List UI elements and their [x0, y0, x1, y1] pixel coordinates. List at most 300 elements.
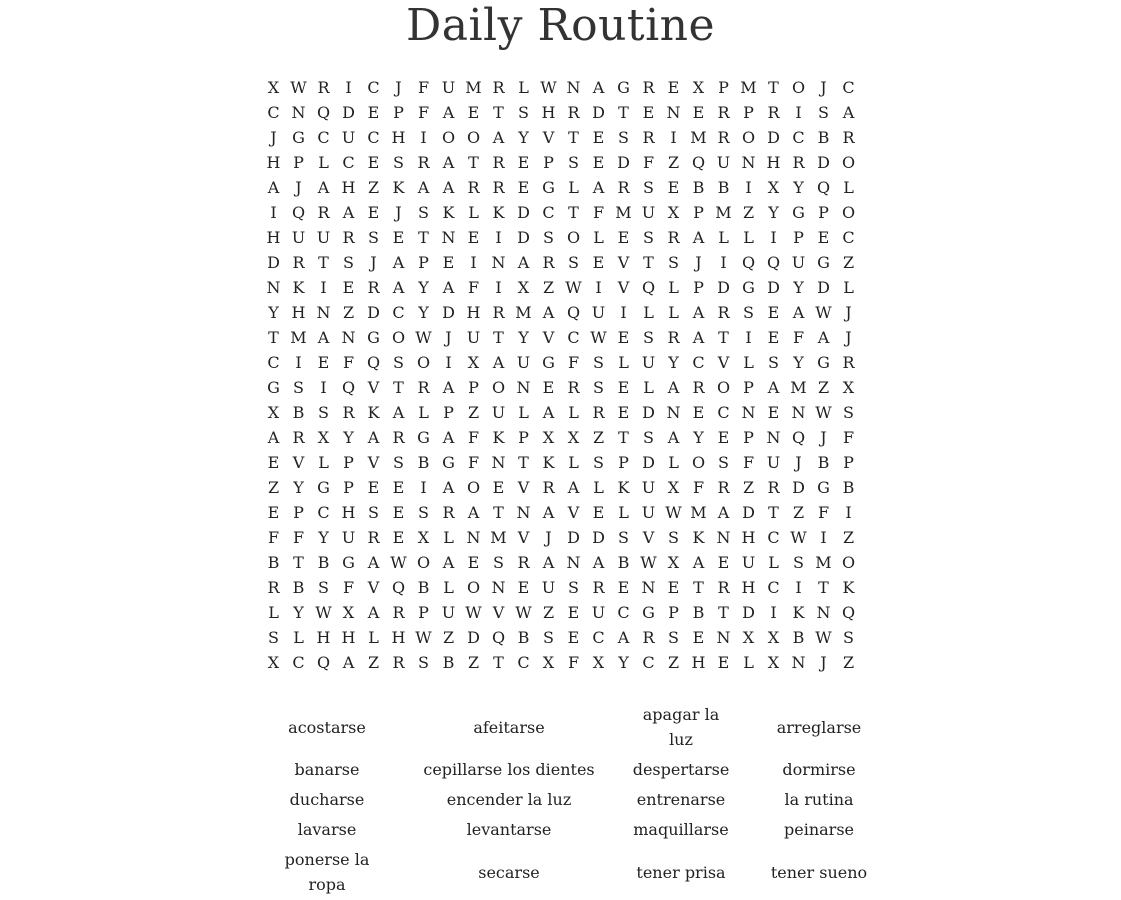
grid-letter: H — [741, 528, 756, 547]
grid-letter: A — [267, 428, 280, 447]
grid-letter: W — [390, 553, 407, 572]
grid-letter: Q — [641, 278, 656, 297]
word-text: maquillarse — [633, 820, 729, 839]
grid-row — [261, 225, 861, 250]
grid-letter: C — [717, 403, 730, 422]
grid-letter: A — [367, 428, 380, 447]
grid-row — [261, 350, 861, 375]
grid-letter: E — [767, 328, 780, 347]
grid-letter: B — [617, 553, 630, 572]
grid-letter: T — [618, 103, 629, 122]
grid-letter: L — [418, 403, 429, 422]
grid-letter: P — [543, 153, 554, 172]
grid-letter: L — [293, 628, 304, 647]
grid-letter: C — [317, 503, 330, 522]
grid-letter: J — [820, 78, 827, 97]
grid-letter: R — [567, 103, 580, 122]
grid-letter: P — [843, 453, 854, 472]
grid-letter: F — [342, 578, 355, 597]
grid-letter: W — [815, 628, 832, 647]
grid-letter: O — [716, 378, 731, 397]
grid-letter: S — [393, 353, 404, 372]
grid-letter: L — [568, 453, 579, 472]
grid-letter: I — [845, 503, 852, 522]
grid-letter: D — [817, 153, 830, 172]
grid-letter: U — [641, 353, 656, 372]
grid-letter: R — [317, 203, 330, 222]
grid-letter: T — [618, 428, 629, 447]
grid-letter: V — [567, 503, 580, 522]
grid-letter: A — [367, 603, 380, 622]
grid-letter: A — [442, 278, 455, 297]
grid-letter: K — [792, 603, 805, 622]
grid-letter: S — [793, 553, 804, 572]
grid-letter: N — [516, 378, 531, 397]
grid-letter: U — [516, 353, 531, 372]
grid-letter: X — [267, 403, 280, 422]
grid-letter: J — [395, 78, 402, 97]
grid-letter: I — [595, 278, 602, 297]
grid-letter: X — [592, 653, 605, 672]
grid-letter: N — [766, 428, 781, 447]
grid-letter: E — [567, 603, 580, 622]
grid-letter: R — [492, 153, 505, 172]
grid-letter: C — [592, 628, 605, 647]
grid-letter: X — [467, 353, 480, 372]
grid-letter: P — [518, 428, 529, 447]
grid-letter: T — [568, 203, 579, 222]
grid-letter: I — [745, 178, 752, 197]
grid-letter: T — [568, 128, 579, 147]
grid-letter: L — [443, 578, 454, 597]
grid-letter: Y — [793, 178, 804, 197]
word-text: peinarse — [784, 820, 854, 839]
grid-letter: S — [643, 228, 654, 247]
grid-letter: X — [742, 628, 755, 647]
grid-letter: J — [545, 528, 552, 547]
grid-letter: X — [317, 428, 330, 447]
grid-letter: S — [743, 303, 754, 322]
grid-letter: H — [391, 128, 406, 147]
grid-letter: I — [470, 253, 477, 272]
grid-letter: S — [668, 253, 679, 272]
grid-letter: Z — [667, 653, 680, 672]
grid-letter: I — [620, 303, 627, 322]
grid-letter: R — [417, 378, 430, 397]
grid-letter: V — [517, 528, 530, 547]
grid-letter: N — [466, 528, 481, 547]
grid-letter: T — [693, 578, 704, 597]
grid-letter: A — [442, 553, 455, 572]
grid-letter: A — [717, 503, 730, 522]
grid-letter: F — [417, 103, 430, 122]
word-text: dormirse — [782, 760, 856, 779]
word-text: entrenarse — [636, 790, 726, 809]
grid-letter: U — [766, 453, 781, 472]
grid-letter: B — [517, 628, 530, 647]
grid-letter: N — [491, 453, 506, 472]
grid-letter: C — [767, 528, 780, 547]
grid-letter: X — [667, 553, 680, 572]
grid-letter: E — [692, 403, 705, 422]
grid-row — [261, 275, 861, 300]
grid-letter: M — [490, 528, 507, 547]
grid-row — [261, 300, 861, 325]
grid-letter: W — [590, 328, 607, 347]
grid-letter: D — [717, 278, 730, 297]
grid-letter: U — [716, 153, 731, 172]
word-search-grid — [261, 75, 861, 675]
grid-letter: N — [741, 403, 756, 422]
grid-letter: Q — [366, 353, 381, 372]
grid-letter: M — [815, 553, 832, 572]
grid-letter: Z — [542, 278, 555, 297]
grid-letter: W — [665, 503, 682, 522]
grid-letter: J — [845, 303, 852, 322]
grid-letter: R — [717, 578, 730, 597]
grid-letter: R — [367, 528, 380, 547]
grid-letter: E — [767, 303, 780, 322]
grid-letter: W — [540, 78, 557, 97]
grid-letter: T — [268, 328, 279, 347]
grid-letter: C — [842, 228, 855, 247]
grid-letter: I — [795, 103, 802, 122]
grid-letter: R — [517, 553, 530, 572]
grid-letter: M — [465, 78, 482, 97]
grid-letter: R — [667, 328, 680, 347]
grid-letter: A — [392, 253, 405, 272]
grid-letter: Z — [742, 478, 755, 497]
grid-row — [261, 325, 861, 350]
grid-letter: Q — [816, 178, 831, 197]
grid-letter: E — [642, 103, 655, 122]
grid-letter: F — [267, 528, 280, 547]
grid-letter: N — [791, 403, 806, 422]
grid-letter: G — [267, 378, 280, 397]
grid-letter: Y — [668, 353, 679, 372]
grid-letter: A — [442, 378, 455, 397]
grid-letter: S — [268, 628, 279, 647]
grid-letter: C — [767, 578, 780, 597]
grid-letter: D — [342, 103, 355, 122]
grid-letter: S — [418, 503, 429, 522]
grid-letter: L — [518, 78, 529, 97]
grid-letter: J — [820, 653, 827, 672]
grid-letter: S — [318, 403, 329, 422]
grid-letter: T — [643, 253, 654, 272]
grid-letter: Z — [842, 528, 855, 547]
grid-letter: J — [795, 453, 802, 472]
grid-letter: T — [768, 78, 779, 97]
word-text: banarse — [294, 760, 360, 779]
grid-letter: H — [341, 503, 356, 522]
grid-letter: T — [493, 103, 504, 122]
grid-letter: F — [592, 203, 605, 222]
grid-letter: A — [692, 328, 705, 347]
grid-letter: Q — [791, 428, 806, 447]
grid-letter: Y — [618, 653, 629, 672]
grid-letter: S — [718, 453, 729, 472]
grid-letter: E — [267, 453, 280, 472]
grid-letter: Y — [293, 478, 304, 497]
grid-letter: E — [392, 503, 405, 522]
grid-letter: L — [718, 228, 729, 247]
grid-letter: B — [817, 128, 830, 147]
grid-letter: H — [266, 228, 281, 247]
word-text: secarse — [478, 862, 540, 882]
grid-letter: N — [716, 528, 731, 547]
grid-letter: B — [267, 553, 280, 572]
word-list-item — [243, 787, 411, 812]
grid-letter: E — [467, 553, 480, 572]
grid-letter: U — [316, 228, 331, 247]
grid-letter: A — [542, 303, 555, 322]
grid-letter: B — [842, 478, 855, 497]
grid-letter: C — [367, 78, 380, 97]
grid-letter: I — [270, 203, 277, 222]
grid-letter: C — [542, 203, 555, 222]
grid-letter: O — [416, 353, 431, 372]
grid-letter: L — [643, 378, 654, 397]
grid-letter: I — [420, 478, 427, 497]
grid-letter: K — [542, 453, 555, 472]
grid-letter: G — [542, 353, 555, 372]
grid-letter: T — [818, 578, 829, 597]
grid-letter: U — [591, 303, 606, 322]
word-text: levantarse — [466, 820, 552, 839]
grid-row — [261, 75, 861, 100]
grid-letter: Z — [817, 378, 830, 397]
grid-letter: R — [592, 403, 605, 422]
grid-letter: N — [741, 153, 756, 172]
grid-letter: E — [617, 403, 630, 422]
grid-letter: B — [417, 578, 430, 597]
grid-letter: O — [466, 578, 481, 597]
grid-letter: M — [790, 378, 807, 397]
grid-letter: L — [468, 203, 479, 222]
grid-letter: A — [442, 478, 455, 497]
grid-letter: N — [716, 628, 731, 647]
grid-letter: E — [567, 628, 580, 647]
grid-letter: K — [442, 203, 455, 222]
grid-letter: P — [743, 428, 754, 447]
grid-letter: R — [492, 78, 505, 97]
grid-letter: X — [667, 478, 680, 497]
grid-letter: L — [368, 628, 379, 647]
grid-letter: H — [466, 303, 481, 322]
grid-letter: W — [465, 603, 482, 622]
grid-letter: S — [318, 578, 329, 597]
grid-letter: K — [842, 578, 855, 597]
grid-letter: R — [442, 503, 455, 522]
grid-letter: U — [641, 203, 656, 222]
grid-letter: Z — [792, 503, 805, 522]
grid-letter: H — [266, 153, 281, 172]
grid-letter: V — [492, 603, 505, 622]
grid-letter: Y — [318, 528, 329, 547]
grid-letter: Z — [542, 603, 555, 622]
grid-row — [261, 475, 861, 500]
grid-letter: C — [842, 78, 855, 97]
grid-letter: T — [493, 503, 504, 522]
grid-letter: S — [668, 628, 679, 647]
grid-letter: X — [667, 203, 680, 222]
grid-letter: G — [542, 178, 555, 197]
grid-row — [261, 150, 861, 175]
grid-letter: E — [392, 478, 405, 497]
grid-letter: W — [565, 278, 582, 297]
grid-letter: X — [767, 178, 780, 197]
grid-letter: E — [367, 153, 380, 172]
grid-letter: E — [592, 128, 605, 147]
grid-letter: A — [392, 403, 405, 422]
grid-letter: R — [842, 128, 855, 147]
grid-letter: L — [443, 528, 454, 547]
grid-letter: E — [467, 103, 480, 122]
grid-letter: U — [441, 603, 456, 622]
grid-letter: A — [492, 128, 505, 147]
grid-letter: E — [317, 353, 330, 372]
grid-letter: N — [266, 278, 281, 297]
grid-letter: F — [467, 453, 480, 472]
grid-letter: R — [617, 178, 630, 197]
grid-letter: P — [618, 453, 629, 472]
grid-letter: L — [318, 453, 329, 472]
grid-letter: C — [792, 128, 805, 147]
grid-letter: G — [817, 353, 830, 372]
grid-letter: P — [418, 253, 429, 272]
grid-letter: T — [318, 253, 329, 272]
grid-letter: X — [767, 628, 780, 647]
grid-letter: D — [742, 503, 755, 522]
grid-letter: S — [618, 128, 629, 147]
grid-letter: A — [517, 253, 530, 272]
grid-letter: S — [368, 503, 379, 522]
grid-letter: Z — [742, 203, 755, 222]
grid-letter: A — [767, 378, 780, 397]
grid-letter: L — [668, 303, 679, 322]
grid-letter: I — [445, 353, 452, 372]
grid-letter: R — [717, 303, 730, 322]
grid-letter: P — [693, 278, 704, 297]
grid-letter: T — [493, 328, 504, 347]
grid-letter: X — [692, 78, 705, 97]
grid-letter: S — [593, 453, 604, 472]
grid-letter: V — [717, 353, 730, 372]
word-list-item — [759, 787, 879, 812]
grid-letter: L — [618, 353, 629, 372]
grid-letter: T — [418, 228, 429, 247]
grid-letter: S — [568, 253, 579, 272]
grid-letter: E — [817, 228, 830, 247]
grid-letter: P — [818, 203, 829, 222]
grid-letter: E — [542, 378, 555, 397]
grid-letter: E — [517, 153, 530, 172]
grid-letter: X — [542, 428, 555, 447]
grid-letter: A — [442, 428, 455, 447]
grid-letter: Y — [793, 278, 804, 297]
grid-letter: X — [842, 378, 855, 397]
grid-letter: P — [793, 228, 804, 247]
grid-letter: N — [791, 653, 806, 672]
word-list-item — [759, 757, 879, 782]
grid-letter: G — [817, 478, 830, 497]
grid-row — [261, 625, 861, 650]
word-text: luz — [669, 730, 693, 749]
grid-letter: J — [370, 253, 377, 272]
grid-letter: E — [617, 328, 630, 347]
grid-letter: R — [467, 178, 480, 197]
grid-letter: X — [767, 653, 780, 672]
grid-letter: O — [466, 478, 481, 497]
word-text: tener sueno — [770, 862, 868, 882]
grid-letter: L — [843, 178, 854, 197]
grid-letter: D — [367, 303, 380, 322]
grid-letter: I — [495, 278, 502, 297]
grid-letter: R — [642, 78, 655, 97]
grid-letter: C — [642, 653, 655, 672]
grid-letter: T — [468, 153, 479, 172]
grid-letter: Q — [291, 203, 306, 222]
word-text: lavarse — [297, 820, 357, 839]
grid-letter: S — [843, 628, 854, 647]
word-text: despertarse — [632, 760, 730, 779]
grid-letter: R — [542, 478, 555, 497]
grid-letter: R — [392, 428, 405, 447]
grid-letter: E — [592, 503, 605, 522]
grid-letter: G — [417, 428, 430, 447]
grid-letter: V — [542, 128, 555, 147]
grid-letter: S — [293, 378, 304, 397]
word-text: ropa — [308, 875, 346, 894]
grid-letter: F — [817, 503, 830, 522]
grid-letter: N — [666, 103, 681, 122]
grid-letter: F — [467, 428, 480, 447]
grid-letter: D — [642, 453, 655, 472]
grid-letter: W — [415, 328, 432, 347]
grid-letter: R — [342, 228, 355, 247]
grid-letter: N — [666, 403, 681, 422]
grid-letter: X — [342, 603, 355, 622]
grid-row — [261, 500, 861, 525]
grid-letter: I — [720, 253, 727, 272]
grid-letter: S — [843, 403, 854, 422]
grid-letter: T — [718, 328, 729, 347]
grid-letter: I — [320, 378, 327, 397]
grid-letter: O — [691, 453, 706, 472]
grid-letter: K — [492, 428, 505, 447]
grid-letter: K — [367, 403, 380, 422]
grid-letter: X — [542, 653, 555, 672]
grid-letter: U — [591, 603, 606, 622]
grid-letter: Y — [268, 303, 279, 322]
grid-letter: L — [668, 453, 679, 472]
grid-letter: L — [593, 478, 604, 497]
grid-letter: G — [292, 128, 305, 147]
grid-letter: Q — [766, 253, 781, 272]
grid-letter: E — [442, 253, 455, 272]
grid-letter: K — [392, 178, 405, 197]
grid-letter: D — [742, 603, 755, 622]
grid-letter: Q — [341, 378, 356, 397]
grid-letter: H — [316, 628, 331, 647]
grid-letter: R — [767, 478, 780, 497]
grid-letter: Y — [343, 428, 354, 447]
grid-letter: O — [391, 328, 406, 347]
grid-letter: N — [291, 103, 306, 122]
grid-letter: E — [367, 103, 380, 122]
grid-letter: S — [768, 353, 779, 372]
